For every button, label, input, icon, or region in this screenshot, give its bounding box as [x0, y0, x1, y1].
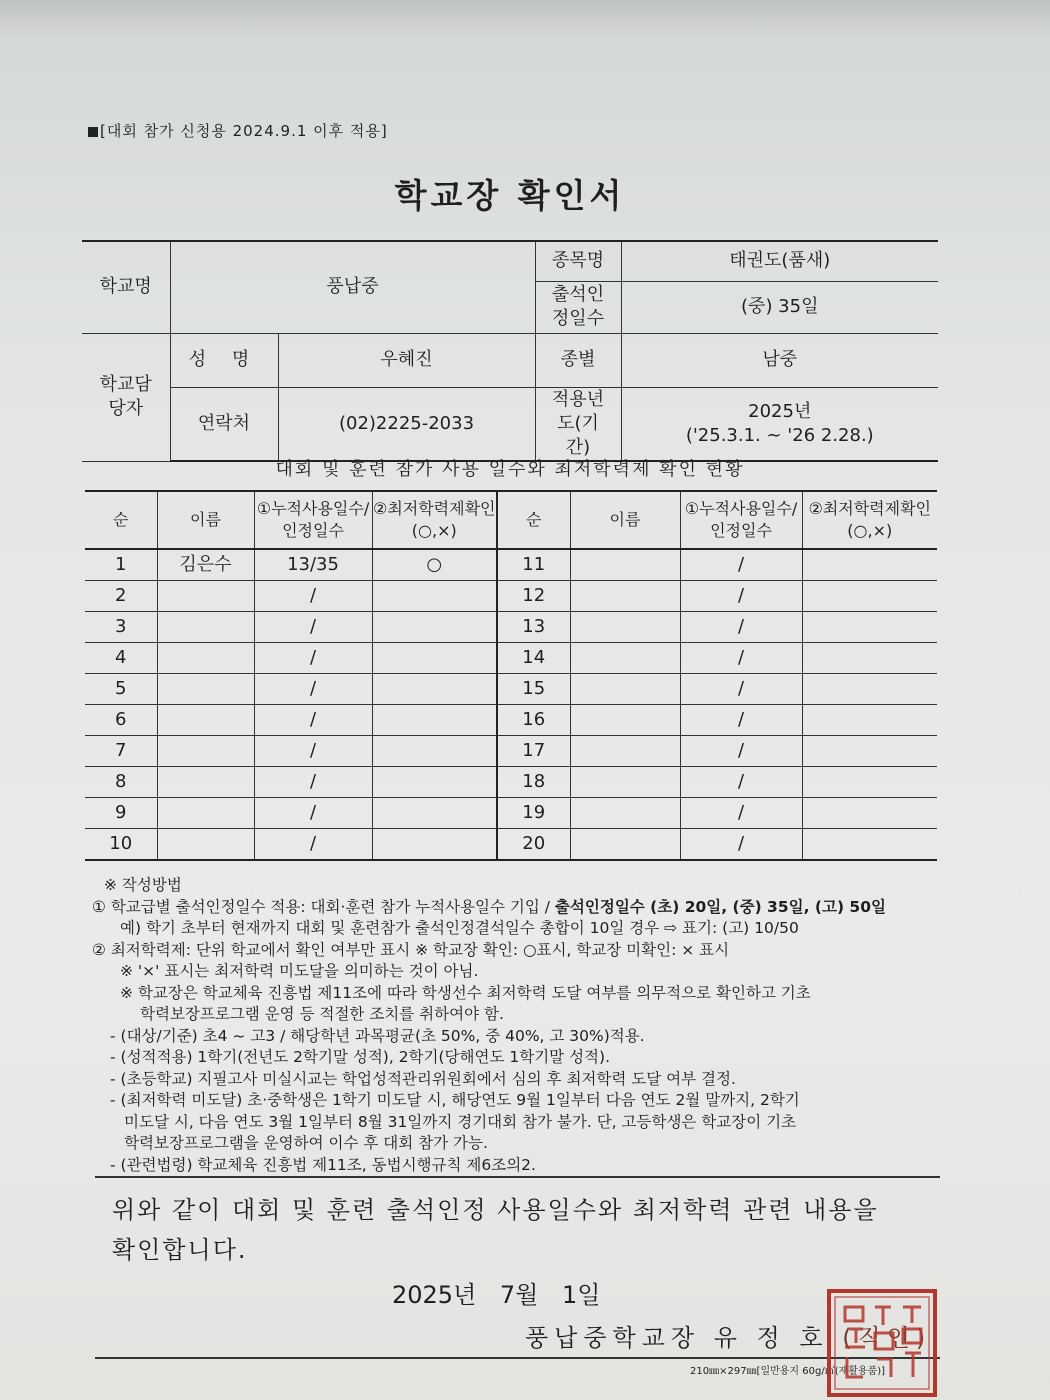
header-check: ②최저학력제확인(○,×): [372, 491, 497, 549]
cell-check: [802, 736, 937, 767]
detail-3: - (초등학교) 지필고사 미실시교는 학업성적관리위원회에서 심의 후 최저학력 도달 여부 결정.: [110, 1069, 736, 1088]
cell-no: 5: [85, 674, 157, 705]
cell-days: /: [254, 581, 372, 612]
cell-days: /: [680, 798, 802, 829]
note-2: ② 최저학력제: 단위 학교에서 확인 여부만 표시 ※ 학교장 확인: ○표시, 학교장 미확인: × 표시: [92, 940, 730, 959]
confirm-line-1: 위와 같이 대회 및 훈련 출석인정 사용일수와 최저학력 관련 내용을: [112, 1196, 879, 1224]
notes-section: [92, 875, 942, 1176]
cell-check: [802, 549, 937, 581]
cell-name: [570, 581, 680, 612]
cell-no: 13: [497, 612, 570, 643]
cell-check: [372, 829, 497, 861]
cell-days: /: [254, 736, 372, 767]
event-label: 종목명: [535, 241, 621, 281]
cell-days: /: [680, 736, 802, 767]
cell-days: /: [680, 549, 802, 581]
note-1-bold: 출석인정일수 (초) 20일, (중) 35일, (고) 50일: [554, 897, 886, 916]
detail-4: - (최저학력 미도달) 초·중학생은 1학기 미도달 시, 해당연도 9월 1일부터 다음 연도 2월 말까지, 2학기: [110, 1091, 800, 1109]
header-name: 이름: [157, 491, 254, 549]
period-value: ('25.3.1. ~ '26 2.28.): [685, 424, 874, 446]
cell-name: [570, 767, 680, 798]
cell-no: 8: [85, 767, 157, 798]
table-header-row: [85, 491, 937, 549]
cell-check: [802, 581, 937, 612]
cell-check: [372, 736, 497, 767]
cell-name: [570, 829, 680, 861]
cell-no: 16: [497, 705, 570, 736]
confirm-text: [112, 1190, 932, 1270]
note-1: [92, 897, 942, 919]
detail-1: - (대상/기준) 초4 ~ 고3 / 해당학년 과목평균(초 50%, 중 40%, 고 30%)적용.: [110, 1026, 645, 1045]
seal-mark: (직인): [842, 1324, 932, 1352]
cell-days: /: [254, 829, 372, 861]
cell-name: [157, 798, 254, 829]
cell-days: /: [680, 767, 802, 798]
cell-check: [802, 705, 937, 736]
cell-check: [802, 612, 937, 643]
divider-bottom: [95, 1357, 940, 1359]
cell-no: 18: [497, 767, 570, 798]
contact-value: (02)2225-2033: [278, 387, 535, 461]
attend-value: (중) 35일: [621, 281, 938, 333]
year-cell: [621, 387, 938, 461]
status-table: [85, 490, 937, 861]
table-row: [85, 549, 937, 581]
cell-check: [372, 798, 497, 829]
header-days: ①누적사용일수/인정일수: [680, 491, 802, 549]
cell-days: /: [680, 581, 802, 612]
header-no: 순: [497, 491, 570, 549]
header-tag-text: [대회 참가 신청용 2024.9.1 이후 적용]: [100, 122, 388, 140]
cell-name: 김은수: [157, 549, 254, 581]
table-row: [85, 829, 937, 861]
issue-date: 2025년 7월 1일: [392, 1281, 601, 1309]
table-row: [85, 736, 937, 767]
name-label: 성 명: [170, 333, 278, 387]
category-label: 종별: [535, 333, 621, 387]
manager-label: 학교담당자: [82, 333, 170, 461]
cell-no: 10: [85, 829, 157, 861]
year-value: 2025년: [748, 400, 812, 422]
cell-name: [570, 674, 680, 705]
cell-no: 11: [497, 549, 570, 581]
cell-name: [157, 581, 254, 612]
cell-no: 15: [497, 674, 570, 705]
note-3: ※ '×' 표시는 최저학력 미도달을 의미하는 것이 아님.: [120, 962, 479, 980]
info-table: [82, 240, 938, 462]
cell-name: [157, 829, 254, 861]
cell-check: [802, 829, 937, 861]
cell-no: 3: [85, 612, 157, 643]
attend-label: 출석인정일수: [535, 281, 621, 333]
detail-4-cont2: 학력보장프로그램을 운영하여 이수 후 대회 참가 가능.: [124, 1134, 488, 1152]
header-check: ②최저학력제확인(○,×): [802, 491, 937, 549]
table-row: [85, 767, 937, 798]
cell-days: /: [680, 829, 802, 861]
cell-no: 1: [85, 549, 157, 581]
cell-name: [157, 705, 254, 736]
cell-check: [802, 767, 937, 798]
square-bullet-icon: [88, 127, 98, 137]
cell-no: 19: [497, 798, 570, 829]
detail-2: - (성적적용) 1학기(전년도 2학기말 성적), 2학기(당해연도 1학기말 성적).: [110, 1048, 610, 1066]
table-row: [85, 581, 937, 612]
cell-days: /: [680, 674, 802, 705]
cell-days: /: [254, 798, 372, 829]
cell-check: [802, 643, 937, 674]
confirm-line-2: 확인합니다.: [112, 1236, 248, 1264]
header-name: 이름: [570, 491, 680, 549]
page-title: 학교장 확인서: [394, 176, 626, 215]
cell-check: [372, 581, 497, 612]
cell-days: /: [254, 643, 372, 674]
school-value: 풍납중: [170, 241, 535, 333]
detail-4-cont: 미도달 시, 다음 연도 3월 1일부터 8월 31일까지 경기대회 참가 불가. 단, 고등학생은 학교장이 기초: [124, 1112, 797, 1131]
school-label: 학교명: [82, 241, 170, 333]
table-row: [85, 674, 937, 705]
cell-days: /: [254, 705, 372, 736]
header-no: 순: [85, 491, 157, 549]
cell-no: 20: [497, 829, 570, 861]
year-label: 적용년도(기간): [535, 387, 621, 461]
paper-spec: 210㎜×297㎜[일반용지 60g/㎡(재활용품)]: [690, 1366, 886, 1377]
note-4: ※ 학교장은 학교체육 진흥법 제11조에 따라 학생선수 최저학력 도달 여부를 의무적으로 확인하고 기초: [120, 983, 811, 1002]
cell-days: /: [680, 612, 802, 643]
cell-check: [802, 674, 937, 705]
cell-name: [570, 549, 680, 581]
table-row: [85, 705, 937, 736]
note-1-text: ① 학교급별 출석인정일수 적용: 대회·훈련 참가 누적사용일수 기입 /: [92, 897, 555, 916]
table-row: [85, 798, 937, 829]
cell-no: 7: [85, 736, 157, 767]
cell-days: /: [680, 705, 802, 736]
header-tag: [88, 120, 388, 141]
category-value: 남중: [621, 333, 938, 387]
cell-check: ○: [372, 549, 497, 581]
cell-name: [157, 674, 254, 705]
cell-days: 13/35: [254, 549, 372, 581]
divider-top: [95, 1176, 940, 1178]
contact-label: 연락처: [170, 387, 278, 461]
cell-check: [372, 767, 497, 798]
cell-no: 14: [497, 643, 570, 674]
cell-check: [372, 705, 497, 736]
cell-days: /: [254, 767, 372, 798]
cell-no: 9: [85, 798, 157, 829]
cell-check: [372, 612, 497, 643]
cell-name: [570, 736, 680, 767]
notes-heading: ※ 작성방법: [104, 876, 182, 894]
note-1-example: 예) 학기 초부터 현재까지 대회 및 훈련참가 출석인정결석일수 총합이 10일 경우 ⇨ 표기: (고) 10/50: [120, 919, 799, 937]
cell-days: /: [254, 612, 372, 643]
cell-check: [802, 798, 937, 829]
cell-name: [570, 705, 680, 736]
paper-fold: [0, 0, 1050, 40]
cell-check: [372, 643, 497, 674]
cell-name: [157, 643, 254, 674]
cell-days: /: [680, 643, 802, 674]
detail-5: - (관련법령) 학교체육 진흥법 제11조, 동법시행규칙 제6조의2.: [110, 1155, 536, 1174]
cell-days: /: [254, 674, 372, 705]
cell-name: [157, 612, 254, 643]
table-row: [85, 612, 937, 643]
cell-name: [570, 612, 680, 643]
cell-name: [157, 736, 254, 767]
cell-no: 17: [497, 736, 570, 767]
cell-check: [372, 674, 497, 705]
cell-no: 12: [497, 581, 570, 612]
cell-name: [570, 643, 680, 674]
cell-name: [570, 798, 680, 829]
official-seal-icon: [823, 1285, 941, 1400]
name-value: 우혜진: [278, 333, 535, 387]
signer-name: 풍납중학교장 유 정 호: [525, 1324, 829, 1352]
cell-no: 4: [85, 643, 157, 674]
cell-no: 2: [85, 581, 157, 612]
cell-name: [157, 767, 254, 798]
event-value: 태권도(품새): [621, 241, 938, 281]
table-row: [85, 643, 937, 674]
header-days: ①누적사용일수/인정일수: [254, 491, 372, 549]
section-subtitle: 대회 및 훈련 참가 사용 일수와 최저학력제 확인 현황: [275, 459, 745, 480]
cell-no: 6: [85, 705, 157, 736]
note-4-cont: 학력보장프로그램 운영 등 적절한 조치를 취하여야 함.: [140, 1005, 504, 1023]
